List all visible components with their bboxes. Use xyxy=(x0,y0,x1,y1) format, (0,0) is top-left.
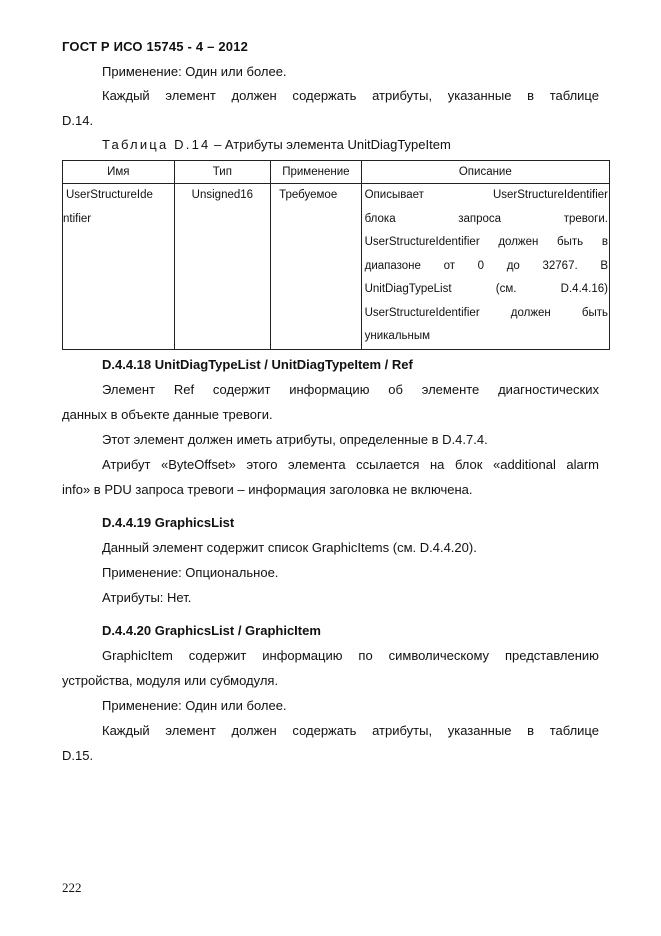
section-d4420-p3-line2: D.15. xyxy=(62,748,94,763)
table-caption xyxy=(102,137,451,152)
section-d4419-p2: Применение: Опциональное. xyxy=(102,565,279,580)
word: диапазоне xyxy=(364,259,421,272)
word: ссылается xyxy=(356,457,420,472)
word: блока xyxy=(364,212,396,225)
section-d4419-p1: Данный элемент содержит список GraphicItems (см. D.4.4.20). xyxy=(102,540,477,555)
word: 0 xyxy=(477,259,485,272)
word: Каждый xyxy=(102,88,150,103)
header-type: Тип xyxy=(174,161,271,184)
word: элемент xyxy=(165,723,216,738)
word: UserStructureIdentifier xyxy=(492,189,608,201)
section-d4420-p2: Применение: Один или более. xyxy=(102,698,287,713)
word: Атрибут xyxy=(102,457,151,472)
word: содержит xyxy=(188,648,247,663)
word: UnitDiagTypeList xyxy=(364,283,452,295)
cell-name-line-2: ntifier xyxy=(63,212,92,225)
word: В xyxy=(600,259,608,272)
word: Ref xyxy=(173,382,195,397)
description-line xyxy=(362,255,609,279)
page-number: 222 xyxy=(62,880,82,895)
section-d4418-p3-line1 xyxy=(102,457,599,473)
word: в xyxy=(601,236,608,248)
cell-description xyxy=(361,184,609,350)
word: атрибуты, xyxy=(372,88,433,103)
word: должен xyxy=(510,306,551,319)
word: Каждый xyxy=(102,723,150,738)
word: блок xyxy=(454,457,483,472)
table-caption-label: Таблица D.14 xyxy=(102,137,211,152)
section-d4418-p1-line2: данных в объекте данные тревоги. xyxy=(62,407,273,422)
word: этого xyxy=(246,457,278,472)
word: быть xyxy=(557,236,584,248)
word: Описывает xyxy=(364,189,424,201)
attrs-line-2: D.14. xyxy=(62,113,94,128)
word: содержать xyxy=(292,88,357,103)
word: содержать xyxy=(292,723,357,738)
description-line xyxy=(362,302,609,326)
word: 32767. xyxy=(542,259,578,272)
word: в xyxy=(527,88,535,103)
word: содержит xyxy=(212,382,271,397)
word: диагностических xyxy=(498,382,599,397)
description-line xyxy=(362,278,609,302)
word: в xyxy=(527,723,535,738)
word: по xyxy=(358,648,373,663)
word: от xyxy=(443,259,455,272)
header-name: Имя xyxy=(63,161,175,184)
word: быть xyxy=(581,306,608,319)
document-header: ГОСТ Р ИСО 15745 - 4 – 2012 xyxy=(62,39,249,54)
word: атрибуты, xyxy=(372,723,433,738)
section-d4420-p3-line1 xyxy=(102,723,599,739)
cell-name xyxy=(63,184,175,350)
word: UserStructureIdentifier xyxy=(364,306,480,319)
cell-type: Unsigned16 xyxy=(174,184,271,350)
word: «additional xyxy=(492,457,556,472)
word: информацию xyxy=(262,648,343,663)
section-d4420-p1-line1 xyxy=(102,648,599,664)
cell-usage: Требуемое xyxy=(271,184,361,350)
word: информацию xyxy=(289,382,370,397)
word: элемент xyxy=(165,88,216,103)
word: D.4.4.16) xyxy=(560,283,608,295)
table-row xyxy=(63,184,610,350)
word: элемента xyxy=(288,457,346,472)
word: «ByteOffset» xyxy=(160,457,236,472)
description-line xyxy=(362,325,609,349)
section-d4418-p3-line2: info» в PDU запроса тревоги – информация заголовка не включена. xyxy=(62,482,473,497)
word: alarm xyxy=(566,457,599,472)
word: уникальным xyxy=(364,330,431,342)
word: до xyxy=(506,259,520,272)
section-d4419-title: D.4.4.19 GraphicsList xyxy=(102,515,235,530)
word: должен xyxy=(231,88,277,103)
word: (см. xyxy=(495,283,517,295)
word: тревоги. xyxy=(563,212,608,225)
header-description: Описание xyxy=(361,161,609,184)
word: на xyxy=(429,457,445,472)
word: элементе xyxy=(421,382,480,397)
word: представлению xyxy=(504,648,599,663)
header-usage: Применение xyxy=(271,161,361,184)
word: GraphicItem xyxy=(102,648,173,663)
attrs-line-1 xyxy=(102,88,599,104)
section-d4418-p1-line1 xyxy=(102,382,599,398)
table-header-row xyxy=(63,161,610,184)
word: должен xyxy=(231,723,277,738)
cell-name-line-1: UserStructureIde xyxy=(66,189,153,201)
table-caption-title: – Атрибуты элемента UnitDiagTypeItem xyxy=(210,137,451,152)
word: указанные xyxy=(447,88,512,103)
word: таблице xyxy=(549,88,599,103)
word: UserStructureIdentifier xyxy=(364,236,480,248)
section-d4420-p1-line2: устройства, модуля или субмодуля. xyxy=(62,673,279,688)
word: Элемент xyxy=(102,382,156,397)
section-d4420-title: D.4.4.20 GraphicsList / GraphicItem xyxy=(102,623,321,638)
description-line xyxy=(362,184,609,208)
section-d4418-title: D.4.4.18 UnitDiagTypeList / UnitDiagTypeItem / Ref xyxy=(102,357,413,372)
description-line xyxy=(362,231,609,255)
word: указанные xyxy=(447,723,512,738)
word: должен xyxy=(498,236,539,248)
usage-text: Применение: Один или более. xyxy=(102,64,287,79)
word: запроса xyxy=(458,212,502,225)
word: символическому xyxy=(388,648,490,663)
section-d4419-p3: Атрибуты: Нет. xyxy=(102,590,192,605)
attributes-table xyxy=(62,160,610,350)
description-line xyxy=(362,208,609,232)
word: об xyxy=(388,382,403,397)
word: таблице xyxy=(549,723,599,738)
section-d4418-p2: Этот элемент должен иметь атрибуты, определенные в D.4.7.4. xyxy=(102,432,488,447)
